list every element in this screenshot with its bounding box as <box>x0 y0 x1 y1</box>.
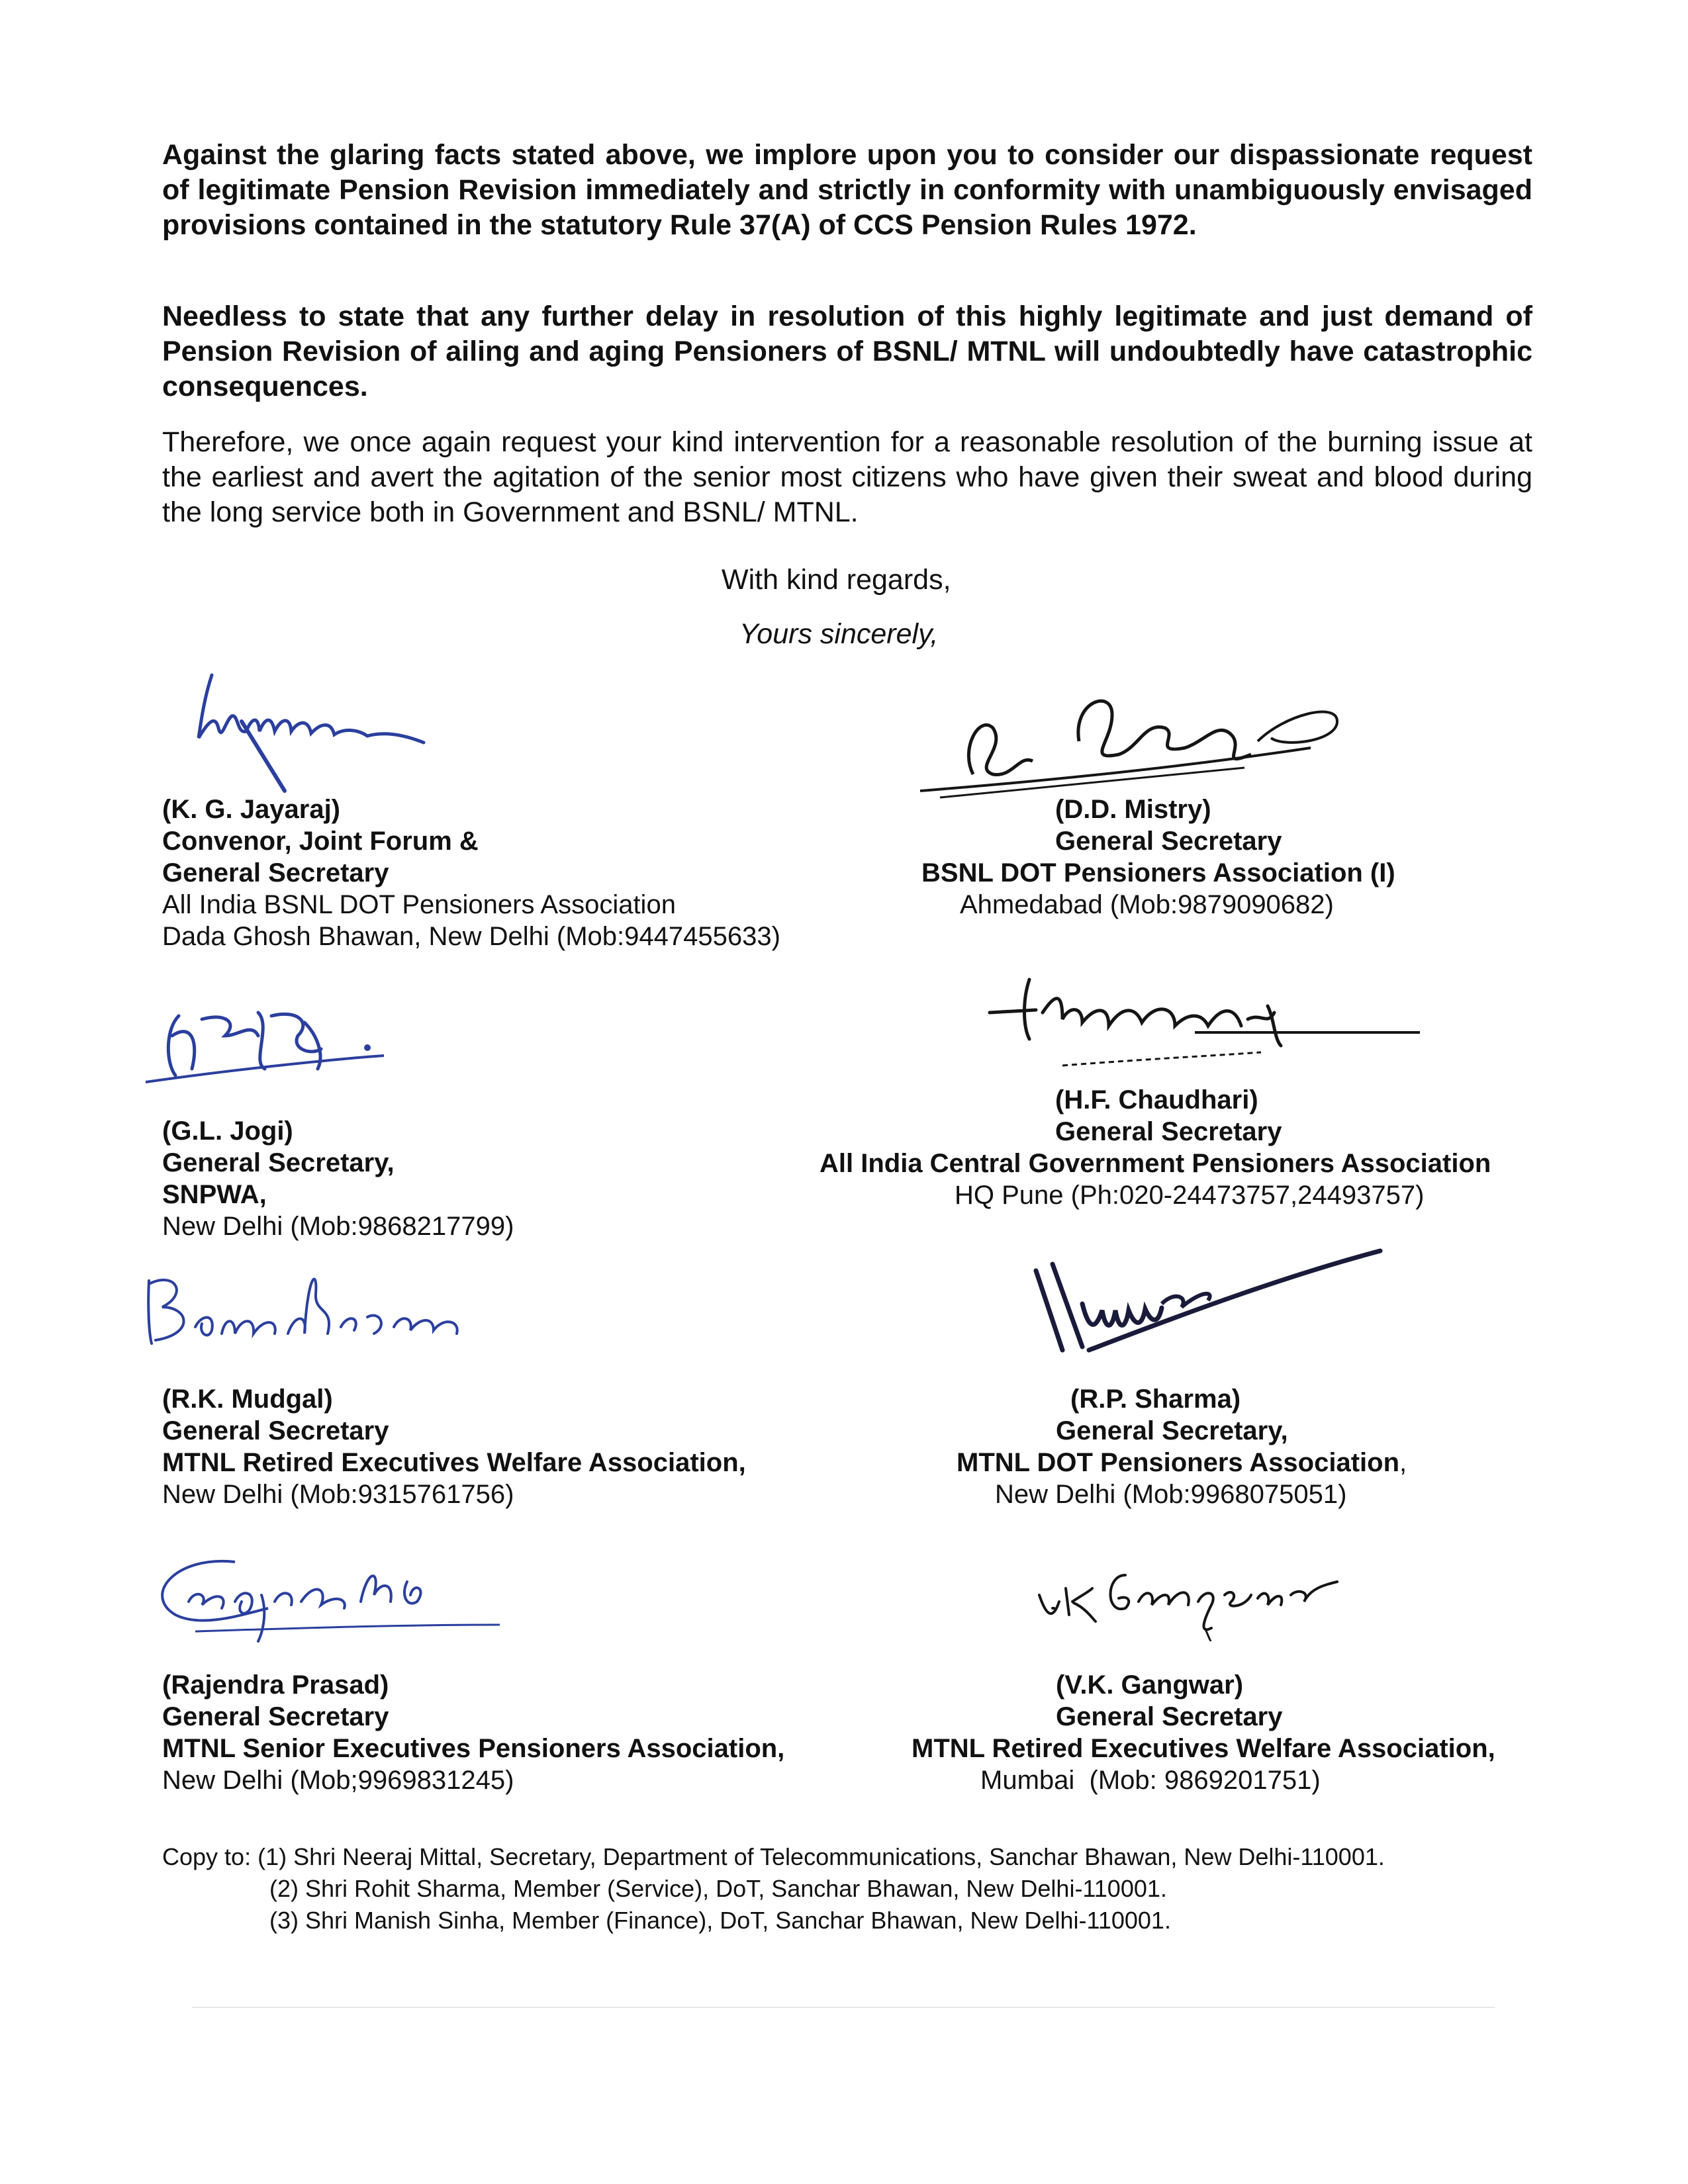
footer-divider <box>192 2007 1495 2008</box>
copy-to-item: (3) Shri Manish Sinha, Member (Finance), DoT, Sanchar Bhawan, New Delhi-110001. <box>269 1907 1171 1934</box>
signatory-contact: Dada Ghosh Bhawan, New Delhi (Mob:9447455633) <box>162 922 780 951</box>
signatory-org: All India BSNL DOT Pensioners Association <box>162 890 676 919</box>
closing-regards: With kind regards, <box>722 564 951 596</box>
signatory-name: (G.L. Jogi) <box>162 1116 293 1146</box>
signatory-block-gangwar <box>912 1669 1540 1796</box>
signatory-block-chaudhari <box>820 1084 1548 1211</box>
signature-prasad <box>136 1542 506 1648</box>
copy-to-item: (2) Shri Rohit Sharma, Member (Service), DoT, Sanchar Bhawan, New Delhi-110001. <box>269 1875 1167 1902</box>
signatory-title: General Secretary <box>1056 1702 1283 1731</box>
signature-chaudhari <box>983 966 1427 1079</box>
signature-jayaraj <box>185 668 477 794</box>
signatory-name: (R.P. Sharma) <box>1070 1385 1241 1414</box>
signatory-block-mudgal <box>162 1383 746 1510</box>
signatory-contact: HQ Pune (Ph:020-24473757,24493757) <box>955 1181 1425 1210</box>
signatory-title: General Secretary, <box>162 1148 395 1177</box>
signatory-title: General Secretary <box>162 1416 389 1445</box>
signatory-title: General Secretary <box>1055 827 1282 856</box>
signatory-contact: New Delhi (Mob:9968075051) <box>995 1480 1347 1509</box>
signatory-org: MTNL Retired Executives Welfare Association, <box>912 1734 1495 1763</box>
paragraph-1: Against the glaring facts stated above, we implore upon you to consider our dispassionate request of legitimate Pension Revision immediately and strictly in conformity with unambiguously envisaged provisions contained in the statutory Rule 37(A) of CCS Pension Rules 1972. <box>162 139 1532 241</box>
signature-sharma <box>1029 1231 1387 1363</box>
copy-to-row <box>162 1841 1385 1873</box>
signatory-title: General Secretary <box>162 1702 389 1731</box>
signatory-org: MTNL DOT Pensioners Association <box>957 1448 1400 1477</box>
sign-off: Yours sincerely, <box>739 618 939 650</box>
signatory-org: MTNL Retired Executives Welfare Association, <box>162 1448 746 1477</box>
signatory-org-suffix: , <box>1399 1448 1407 1477</box>
signatory-contact: Ahmedabad (Mob:9879090682) <box>960 890 1334 919</box>
signatory-title: Convenor, Joint Forum & <box>162 827 479 856</box>
signatory-contact: New Delhi (Mob:9315761756) <box>162 1480 514 1509</box>
copy-to-label: Copy to: <box>162 1843 252 1870</box>
signatory-name: (V.K. Gangwar) <box>1056 1670 1244 1700</box>
signatory-name: (H.F. Chaudhari) <box>1055 1085 1258 1115</box>
signatory-org: BSNL DOT Pensioners Association (I) <box>921 858 1395 887</box>
signatory-org: SNPWA, <box>162 1180 267 1209</box>
signatory-org: All India Central Government Pensioners Association <box>820 1149 1491 1178</box>
signature-gangwar <box>1033 1535 1350 1641</box>
signatory-contact: Mumbai (Mob: 9869201751) <box>980 1766 1321 1795</box>
signatory-title: General Secretary, <box>1056 1416 1288 1445</box>
signatory-org: MTNL Senior Executives Pensioners Association, <box>162 1734 785 1763</box>
signatory-block-prasad <box>162 1669 784 1796</box>
signatory-block-mistry <box>921 794 1438 921</box>
signatory-title: General Secretary <box>1055 1117 1282 1146</box>
signatory-block-sharma <box>957 1383 1486 1510</box>
signatory-org-line <box>957 1447 1486 1479</box>
paragraph-2: Needless to state that any further delay in resolution of this highly legitimate and just demand of Pension Revision of ailing and aging Pensioners of BSNL/ MTNL will undoubtedly have catastrophic consequences. <box>162 300 1532 402</box>
copy-to-section <box>162 1841 1385 1936</box>
signature-jogi <box>139 996 391 1089</box>
signatory-block-jogi <box>162 1115 514 1242</box>
signatory-title: General Secretary <box>162 858 389 887</box>
paragraph-3: Therefore, we once again request your kind intervention for a reasonable resolution of the burning issue at the earliest and avert the agitation of the senior most citizens who have given their sweat and blood during the long service both in Government and BSNL/ MTNL. <box>162 426 1532 528</box>
signatory-name: (Rajendra Prasad) <box>162 1670 389 1700</box>
signatory-name: (K. G. Jayaraj) <box>162 795 341 824</box>
copy-to-item: (1) Shri Neeraj Mittal, Secretary, Department of Telecommunications, Sanchar Bhawan, New Delhi-110001. <box>258 1843 1385 1870</box>
signatory-contact: New Delhi (Mob:9868217799) <box>162 1212 514 1241</box>
signatory-block-jayaraj <box>162 794 780 952</box>
signatory-name: (D.D. Mistry) <box>1055 795 1211 824</box>
signatory-contact: New Delhi (Mob;9969831245) <box>162 1766 514 1795</box>
signatory-name: (R.K. Mudgal) <box>162 1385 333 1414</box>
signature-mudgal <box>136 1254 467 1353</box>
signature-mistry <box>914 675 1344 801</box>
